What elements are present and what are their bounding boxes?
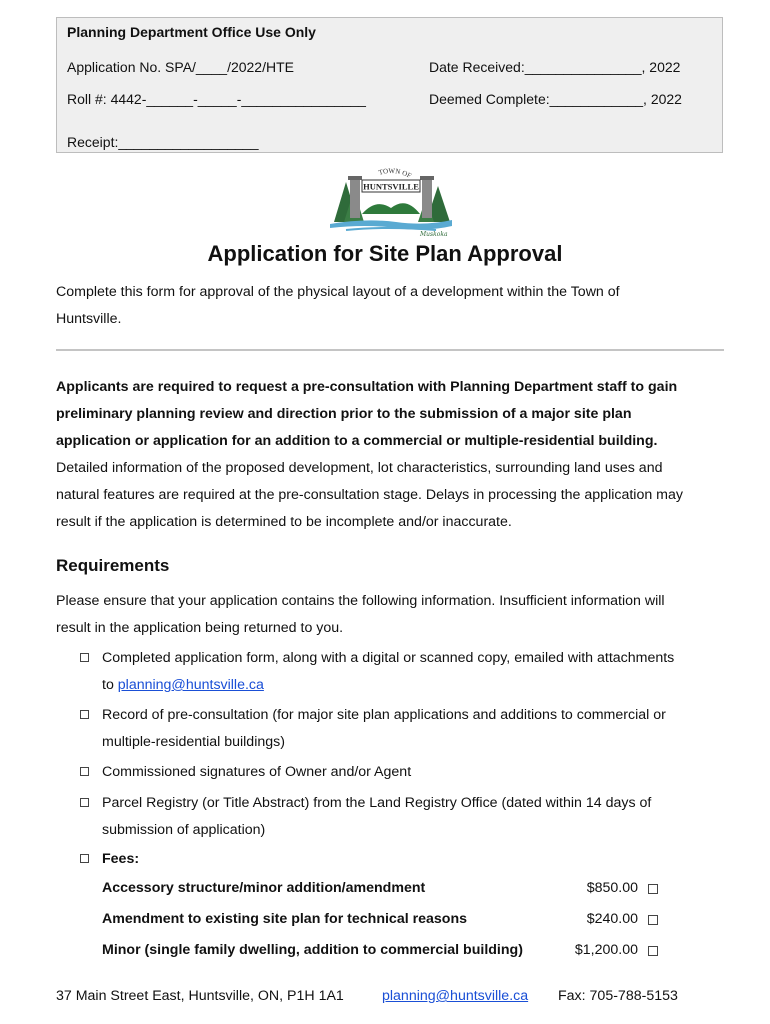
fee-amount: $1,200.00 [574, 942, 638, 958]
fee-checkbox[interactable] [648, 915, 658, 925]
fee-row-accessory [102, 875, 662, 902]
planning-email-link[interactable]: planning@huntsville.ca [117, 677, 264, 693]
checklist-item-fees [80, 846, 730, 873]
checklist-item-text: Parcel Registry (or Title Abstract) from the Land Registry Office (dated within 14 days of [102, 795, 652, 811]
roll-no-field[interactable]: Roll #: 4442-______-_____-________________ [67, 91, 366, 107]
footer-address: 37 Main Street East, Huntsville, ON, P1H 1A1 [56, 988, 344, 1004]
pre-consultation-notice [56, 374, 726, 536]
svg-text:TOWN OF [378, 167, 413, 180]
receipt-field[interactable]: Receipt:__________________ [67, 134, 259, 150]
fee-label: Minor (single family dwelling, addition to commercial building) [102, 942, 523, 958]
checklist-item-text-line-2: submission of application) [102, 822, 266, 838]
fee-amount: $240.00 [586, 911, 638, 927]
fee-row-minor [102, 937, 662, 964]
intro-line-2: Huntsville. [56, 311, 122, 327]
notice-line-5: natural features are required at the pre-consultation stage. Delays in processing the application may [56, 487, 683, 503]
fee-checkbox[interactable] [648, 946, 658, 956]
checklist-item-prefix: to [102, 677, 118, 693]
town-of-huntsville-logo [326, 164, 456, 238]
checklist-item-text: Record of pre-consultation (for major site plan applications and additions to commercial or [102, 707, 666, 723]
logo-banner-text: HUNTSVILLE [363, 181, 419, 192]
logo-script-text: Muskoka [420, 231, 448, 238]
footer-email-link[interactable]: planning@huntsville.ca [382, 988, 529, 1004]
requirements-intro-line-2: result in the application being returned to you. [56, 620, 344, 636]
checklist-item-parcel-registry [80, 790, 730, 844]
requirements-intro-line-1: Please ensure that your application contains the following information. Insufficient information will [56, 593, 665, 609]
checklist-item-text: Fees: [102, 851, 140, 867]
office-use-box [56, 17, 723, 153]
notice-bold-line-1: Applicants are required to request a pre-consultation with Planning Department staff to gain [56, 379, 678, 395]
checklist-item-text: Completed application form, along with a digital or scanned copy, emailed with attachments [102, 650, 675, 666]
intro-line-1: Complete this form for approval of the physical layout of a development within the Town of [56, 284, 620, 300]
office-use-title: Planning Department Office Use Only [67, 24, 316, 40]
notice-bold-line-3: application or application for an addition to a commercial or multiple-residential building. [56, 433, 658, 449]
checklist-item-application-form [80, 645, 730, 699]
requirements-heading: Requirements [56, 556, 170, 575]
intro-paragraph [56, 279, 726, 333]
requirements-intro [56, 588, 726, 642]
notice-line-4: Detailed information of the proposed development, lot characteristics, surrounding land uses and [56, 460, 663, 476]
deemed-complete-field[interactable]: Deemed Complete:____________, 2022 [429, 91, 682, 107]
fee-row-technical-amendment [102, 906, 662, 933]
checkbox[interactable] [80, 854, 89, 863]
date-received-field[interactable]: Date Received:_______________, 2022 [429, 59, 681, 75]
checkbox[interactable] [80, 653, 89, 662]
checklist-item-pre-consultation [80, 702, 730, 756]
notice-line-6: result if the application is determined to be incomplete and/or inaccurate. [56, 514, 512, 530]
notice-bold-line-2: preliminary planning review and direction prior to the submission of a major site plan [56, 406, 632, 422]
fee-checkbox[interactable] [648, 884, 658, 894]
fee-amount: $850.00 [586, 880, 638, 896]
checkbox[interactable] [80, 767, 89, 776]
fee-label: Accessory structure/minor addition/amendment [102, 880, 426, 896]
checklist-item-signatures [80, 759, 730, 786]
fee-label: Amendment to existing site plan for technical reasons [102, 911, 468, 927]
checklist-item-text-line-2 [102, 672, 730, 699]
application-no-field[interactable]: Application No. SPA/____/2022/HTE [67, 59, 294, 75]
footer-fax: Fax: 705-788-5153 [558, 988, 678, 1004]
page-title: Application for Site Plan Approval [207, 241, 563, 266]
checkbox[interactable] [80, 710, 89, 719]
logo-arc-text: TOWN OF [377, 166, 413, 180]
checkbox[interactable] [80, 798, 89, 807]
checklist-item-text: Commissioned signatures of Owner and/or Agent [102, 764, 412, 780]
section-divider [56, 349, 724, 351]
checklist-item-text-line-2: multiple-residential buildings) [102, 734, 285, 750]
